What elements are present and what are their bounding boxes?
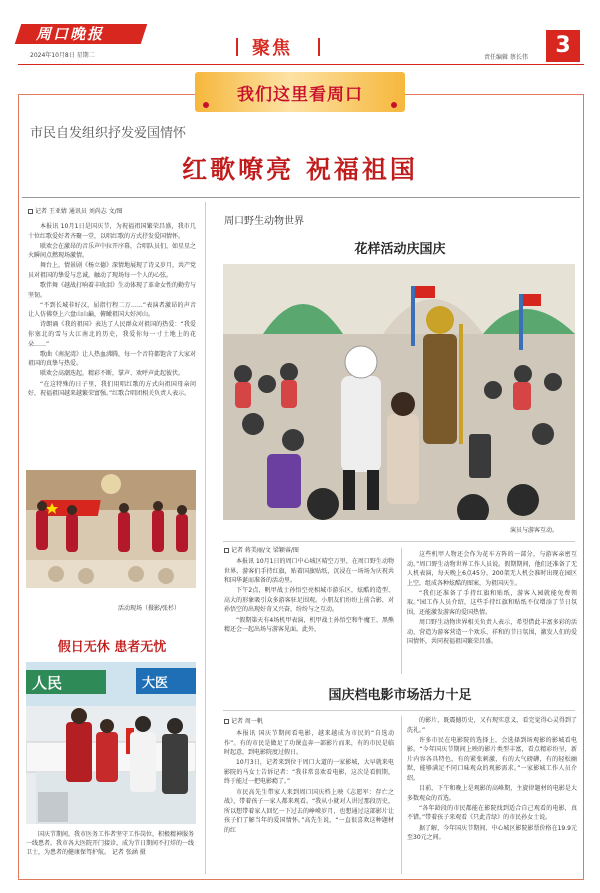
banner-decoration [203,102,209,108]
paragraph: 歌曲《南泥湾》让人热血沸腾，每一个音符都饱含了大家对祖国的真挚与热爱。 [28,350,197,368]
article2-photo [26,662,196,824]
paragraph: 这些机甲人物还会作为花车方阵的一部分，与游客亲密互动。”周口野生动物世界工作人员说。假期期间，他们还准备了无人机表演，每天晚上6点45分，200架无人机会准时出现在园区上空，组成各种炫酷的图案，为祖国庆生。 [407,551,577,587]
article3-kicker: 周口野生动物世界 [224,216,304,227]
headline-rule [22,197,580,198]
paragraph: “不到长城非好汉，屈指行程二万……”表演者激昂的声音让人仿佛登上六盘山山巅，俯瞰祖国大好河山。 [28,301,196,319]
section-rule [223,710,575,711]
paragraph: 周口野生动物世界相关负责人表示，希望借此丰富多彩的活动，营造为游客营造一个欢乐、祥和的节日氛围，激发人们的爱国情怀，共同祝福祖国繁荣昌盛。 [407,619,577,646]
article1-byline: 记者 王亚婧 通讯员 刘尚志 文/图 [28,206,123,215]
newspaper-logo: 周口晚报 [36,25,105,43]
section-title: 聚焦 [252,38,292,59]
banner-title: 我们这里看周口 [237,85,363,105]
feature-banner [195,72,405,112]
paragraph: “假期第天有4场机甲表演，机甲战士孙悟空和牛魔王、黑熊精还会一起出场与游客见面。此外， [224,616,394,634]
article4-column-2 [407,716,577,843]
paragraph: 诗朗诵《我的祖国》表达了人民群众对祖国的热爱：“我爱你塞北的雪与大江南北的历史，我爱你每一寸土地上的花朵……” [28,321,196,348]
svg-text:大医: 大医 [142,676,169,691]
paragraph: 市民高先生带家人来到周口国庆档上映《志愿军：存亡之战》，带着孩子一家人都来观看。“我从小就对人讲过那段历史，所以想带着家人回忆一下过去的峥嵘岁月，也想通过这部影片让孩子们了解当年的爱国情怀。”高先生说，“一直很喜欢这种题材的红 [224,788,394,834]
article3-column-2 [407,550,577,647]
article1-photo [26,470,196,588]
page-number: 3 [546,30,580,62]
article1-headline: 红歌嘹亮 祝福祖国 [182,155,418,184]
article3-byline: 记者 蒋美丽/文 梁颖睿/图 [224,545,299,554]
banner-decoration [391,102,397,108]
article2-caption: 国庆节期间，我市医务工作者坚守工作岗位，积极精神服务一线患者。我市各大医院开门接诊，成为节日期间不打烊的一线卫士，为患者的健康保驾护航。 记者 张涵 摄 [26,831,195,856]
paragraph: “各年龄段的市民都能在影院找到适合自己观看的电影，真不错。”带着孩子来观看《只此青绿》的市民孙女士说。 [407,804,577,822]
paragraph: 许多市民在电影院的选择上，会选择到场观影的影城看电影。“今年国庆节期间上映的影片类型丰富，看点精彩纷呈，新片内容各具特色，有的紧张刺激，有的大气磅礴，有的轻松幽默，能够满足不同口味观众的观影需求。”一家影城工作人员介绍。 [407,736,577,783]
article2-headline: 假日无休 患者无忧 [57,640,167,655]
masthead [0,0,600,66]
paragraph: 10月3日，记者来到位于周口大道的一家影城，大早就来电影院的马女士告诉记者：“我非常喜欢看电影，这次是看假期，终于能过一把电影瘾了。” [224,759,394,786]
svg-text:人民: 人民 [32,674,63,692]
section-divider-right [318,38,320,56]
article3-photo-caption: 演员与游客互动。 [510,527,559,534]
paragraph: “我们还准备了手持红旗和贴纸，游客入园就能免费领取。”园工作人员介绍，这些手持红旗和贴纸不仅增添了节日氛围，还能激发游客的爱国热情。 [407,589,577,617]
article1-kicker: 市民自发组织抒发爱国情怀 [30,126,187,141]
editor-credit: 责任编辑 蔡长伟 [484,54,528,61]
paragraph: 歌伴舞《越战打响着丰收泪》生动体现了革命女性的勤劳与坚韧。 [28,282,197,299]
paragraph: 据了解，今年国庆节期间，中心城区影院影票价格在19.9元至30元之间。 [407,824,577,842]
column-divider [401,716,402,874]
article3-column-1 [224,557,394,635]
article3-photo [223,264,575,520]
issue-date: 2024年10月8日 星期二 [30,52,95,59]
article3-headline: 花样活动庆国庆 [354,242,446,257]
section-rule [223,541,575,542]
paragraph: “在这特殊的日子里，我们用唱红歌的方式向祖国母亲问好，祝福祖国越来越繁荣富强。”红歌合唱团相关负责人表示。 [28,380,196,398]
article1-body [28,222,196,399]
article1-photo-caption: 活动现场（摄影/张杉） [118,605,181,612]
header-rule [18,64,584,65]
paragraph: 联欢会高潮迭起，精彩不断，掌声、欢呼声此起彼伏。 [40,370,185,378]
paragraph: 的影片，既震撼历史，又有现实意义，看完觉得心灵得到了洗礼。” [407,717,577,734]
article4-headline: 国庆档电影市场活力十足 [328,688,472,703]
column-divider [401,548,402,674]
section-divider-left [236,38,238,56]
paragraph: 本报讯 国庆节期间看电影，越来越成为市民的“自选动作”。有的市民是做足了功课直奔一部影片而来，有的市民是临时起意，到电影院度过假日。 [224,730,394,757]
paragraph: 本报讯 10月1日是国庆节，为祝福祖国繁荣昌盛，我市几十位红歌爱好者齐聚一堂，以唱红歌的方式抒发爱国情怀。 [28,223,196,240]
article4-column-1 [224,729,394,836]
paragraph: 下午2点，帆甲战士孙悟空亮相城市游乐区，炫酷的造型、高大的形象吸引众多游客驻足围观。小朋友们纷纷上前合影，对孙悟空的出现好奇又兴奋，纷纷与之互动。 [224,587,394,614]
article4-byline: 记者 周一帆 [224,716,263,725]
column-divider [205,202,206,874]
paragraph: 舞台上，情景剧《杨立德》深情地展现了诗义岁月，共产党员对祖国的挚爱与忠诚，触动了现场每一个人的心弦。 [28,262,197,279]
paragraph: 本报讯 10月1日的周口中心城区晴空万里，在周口野生动物世界，游客们手持红旗，贴着国旗贴纸，沉浸在一场场为庆祝共和国华诞而准备的活动里。 [224,558,394,585]
paragraph: 联欢会在激昂的音乐声中拉开序幕，合唱队员们，如星星之火瞬间点燃现场激情。 [28,242,197,260]
paragraph: 目前，下午和晚上是观影的高峰期，主旋律题材的电影是大多数观众的首选。 [407,785,577,802]
